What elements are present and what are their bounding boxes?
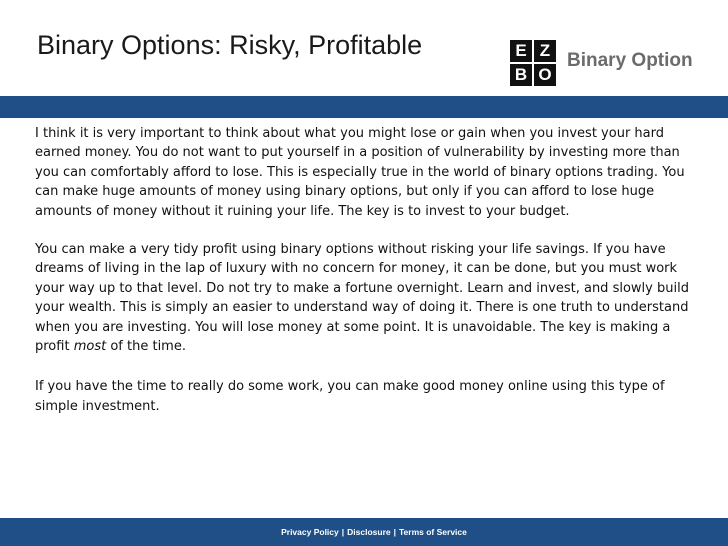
paragraph-2-end: of the time. [110, 339, 186, 355]
logo-letter-b: B [509, 63, 533, 87]
footer-separator: | [393, 527, 396, 537]
logo-wordmark: Binary Option [567, 50, 693, 71]
disclosure-link[interactable]: Disclosure [347, 527, 391, 537]
main-content [35, 124, 705, 416]
paragraph-3: If you have the time to really do some work, you can make good money online using this type of simple investment. [35, 379, 665, 414]
privacy-policy-link[interactable]: Privacy Policy [281, 527, 339, 537]
header-divider-bar [0, 96, 728, 118]
footer-links [0, 518, 728, 546]
logo-letter-z: Z [533, 39, 557, 63]
footer-bar [0, 518, 728, 546]
logo-letter-o: O [533, 63, 557, 87]
logo-letter-grid [509, 39, 557, 87]
paragraph-2-text: You can make a very tidy profit using binary options without risking your life savings. If you have dreams of living in the lap of luxury with no concern for money, it can be done, but you must work your way up to that level. Do not try to make a fortune overnight. Learn and invest, and slowly build your wealth. This is simply an easier to understand way of doing it. There is one truth to understand when you are investing. You will lose money at some point. It is unavoidable. The key is making a profit [35, 242, 689, 355]
ezbo-logo [509, 39, 709, 91]
logo-letter-e: E [509, 39, 533, 63]
paragraph-2-emphasis: most [73, 339, 107, 355]
footer-separator: | [341, 527, 345, 537]
paragraph-2 [35, 240, 705, 356]
page-title: Binary Options: Risky, Profitable [37, 30, 423, 60]
paragraph-1: I think it is very important to think about what you might lose or gain when you invest your hard earned money. You do not want to put yourself in a position of vulnerability by investing more than you can comfortably afford to lose. This is especially true in the world of binary options trading. You can make huge amounts of money using binary options, but only if you can afford to lose huge amounts of money without it ruining your life. The key is to invest to your budget. [35, 126, 685, 219]
terms-of-service-link[interactable]: Terms of Service [399, 527, 467, 537]
